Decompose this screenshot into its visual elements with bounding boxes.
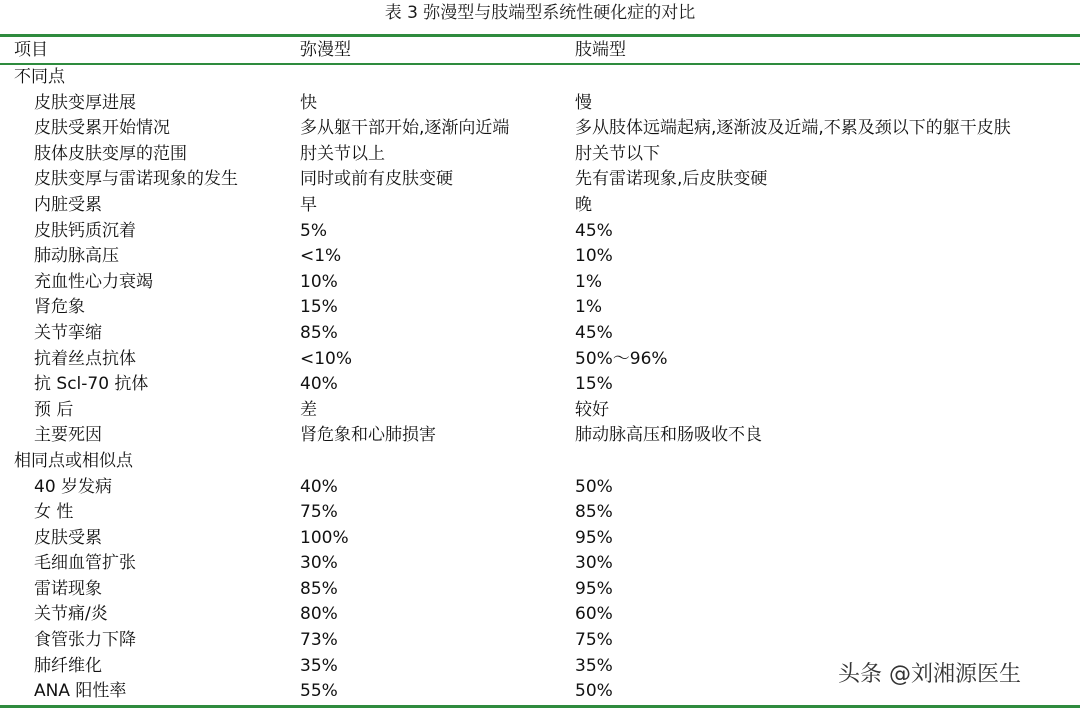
row-diffuse: 35% [300, 655, 338, 676]
row-limited: 1% [575, 297, 602, 318]
row-limited: 1% [575, 271, 602, 292]
row-item: 抗着丝点抗体 [34, 348, 136, 369]
row-item: 肺纤维化 [34, 655, 102, 676]
row-diffuse: 快 [300, 92, 317, 113]
row-limited: 45% [575, 322, 613, 343]
row-limited: 35% [575, 655, 613, 676]
header-diffuse: 弥漫型 [300, 40, 351, 60]
table-row [0, 398, 1080, 424]
table-row [0, 219, 1080, 245]
row-diffuse: 差 [300, 399, 317, 420]
table-top-rule [0, 34, 1080, 37]
row-limited: 50%～96% [575, 348, 668, 369]
row-item: 皮肤变厚进展 [34, 92, 136, 113]
table-row [0, 321, 1080, 347]
table-row [0, 526, 1080, 552]
table-row [0, 423, 1080, 449]
row-item: 40 岁发病 [34, 476, 113, 497]
row-diffuse: 73% [300, 630, 338, 651]
table-row [0, 602, 1080, 628]
row-limited: 30% [575, 553, 613, 574]
row-limited: 晚 [575, 194, 592, 215]
row-diffuse: 早 [300, 194, 317, 215]
row-diffuse: 30% [300, 553, 338, 574]
table-row [0, 116, 1080, 142]
table-row [0, 193, 1080, 219]
section-row [0, 449, 1080, 475]
row-item: 关节痛/炎 [34, 604, 108, 625]
row-limited: 肺动脉高压和肠吸收不良 [575, 425, 762, 446]
row-limited: 多从肢体远端起病,逐渐波及近端,不累及颈以下的躯干皮肤 [575, 118, 1011, 139]
table-row [0, 500, 1080, 526]
row-diffuse: 多从躯干部开始,逐渐向近端 [300, 118, 510, 139]
row-item: 关节挛缩 [34, 322, 102, 343]
row-diffuse: 5% [300, 220, 327, 241]
row-limited: 85% [575, 502, 613, 523]
table-row [0, 347, 1080, 373]
row-item: 预 后 [34, 399, 74, 420]
row-diffuse: 100% [300, 527, 349, 548]
row-item: 内脏受累 [34, 194, 102, 215]
row-item: 主要死因 [34, 425, 102, 446]
table-row [0, 91, 1080, 117]
row-item: ANA 阳性率 [34, 681, 127, 702]
table-row [0, 475, 1080, 501]
row-item: 充血性心力衰竭 [34, 271, 153, 292]
row-item: 皮肤钙质沉着 [34, 220, 136, 241]
row-item: 肺动脉高压 [34, 246, 119, 267]
row-diffuse: <1% [300, 246, 342, 267]
row-diffuse: 55% [300, 681, 338, 702]
row-limited: 95% [575, 527, 613, 548]
row-limited: 先有雷诺现象,后皮肤变硬 [575, 169, 768, 190]
table-header-row [0, 38, 1080, 63]
row-limited: 10% [575, 246, 613, 267]
row-diffuse: 80% [300, 604, 338, 625]
row-item: 肢体皮肤变厚的范围 [34, 143, 187, 164]
header-item: 项目 [14, 40, 48, 60]
row-limited: 肘关节以下 [575, 143, 660, 164]
row-limited: 50% [575, 681, 613, 702]
row-limited: 15% [575, 374, 613, 395]
watermark: 头条 @刘湘源医生 [838, 662, 1021, 687]
table-row [0, 167, 1080, 193]
row-diffuse: 40% [300, 476, 338, 497]
section-title: 相同点或相似点 [14, 450, 133, 471]
row-diffuse: 85% [300, 578, 338, 599]
table-row [0, 295, 1080, 321]
row-limited: 慢 [575, 92, 592, 113]
section-row [0, 65, 1080, 91]
row-item: 皮肤受累 [34, 527, 102, 548]
row-limited: 45% [575, 220, 613, 241]
row-limited: 75% [575, 630, 613, 651]
table-row [0, 628, 1080, 654]
row-item: 皮肤受累开始情况 [34, 118, 170, 139]
section-title: 不同点 [14, 67, 65, 87]
row-item: 抗 Scl-70 抗体 [34, 374, 149, 395]
table-caption: 表 3 弥漫型与肢端型系统性硬化症的对比 [384, 3, 696, 23]
row-diffuse: 85% [300, 322, 338, 343]
table-row [0, 577, 1080, 603]
row-item: 毛细血管扩张 [34, 553, 136, 574]
row-diffuse: 肾危象和心肺损害 [300, 425, 436, 446]
row-diffuse: 肘关节以上 [300, 143, 385, 164]
table-row [0, 244, 1080, 270]
row-diffuse: <10% [300, 348, 353, 369]
header-limited: 肢端型 [575, 40, 626, 60]
table-row [0, 551, 1080, 577]
table-body [0, 65, 1080, 705]
row-limited: 95% [575, 578, 613, 599]
table-bottom-rule [0, 705, 1080, 708]
row-diffuse: 40% [300, 374, 338, 395]
row-diffuse: 10% [300, 271, 338, 292]
table-row [0, 142, 1080, 168]
row-item: 雷诺现象 [34, 578, 102, 599]
row-item: 肾危象 [34, 297, 85, 318]
row-diffuse: 75% [300, 502, 338, 523]
row-diffuse: 同时或前有皮肤变硬 [300, 169, 453, 190]
table-row [0, 372, 1080, 398]
row-diffuse: 15% [300, 297, 338, 318]
table-row [0, 270, 1080, 296]
row-item: 食管张力下降 [34, 630, 136, 651]
row-item: 皮肤变厚与雷诺现象的发生 [34, 169, 238, 190]
row-limited: 50% [575, 476, 613, 497]
row-limited: 较好 [575, 399, 609, 420]
row-item: 女 性 [34, 502, 74, 523]
row-limited: 60% [575, 604, 613, 625]
